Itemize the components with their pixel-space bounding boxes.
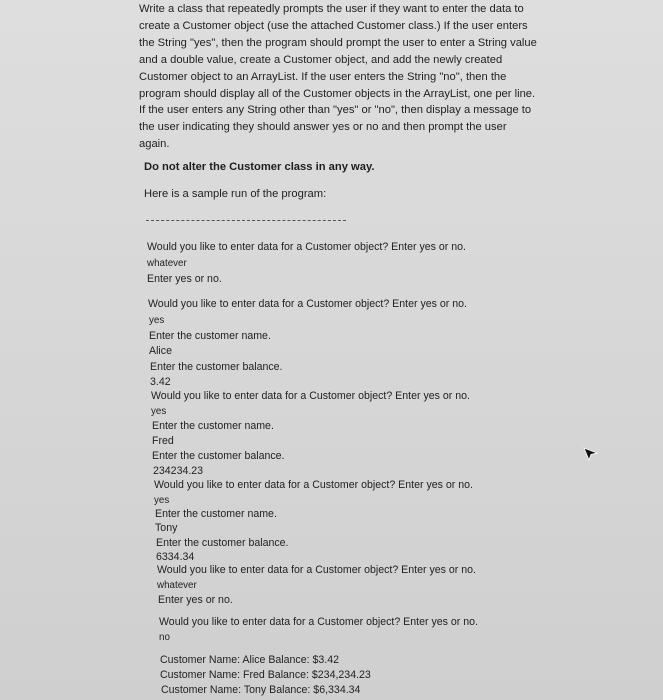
output-line: Would you like to enter data for a Customer object? Enter yes or no.	[151, 390, 470, 402]
output-line: Would you like to enter data for a Customer object? Enter yes or no.	[159, 616, 478, 628]
output-line: whatever	[147, 258, 187, 269]
output-line: Would you like to enter data for a Customer object? Enter yes or no.	[147, 241, 466, 253]
output-line: yes	[154, 495, 170, 506]
output-line: 3.42	[150, 376, 171, 388]
customer-output-line: Customer Name: Fred Balance: $234,234.23	[160, 669, 371, 681]
output-line: no	[159, 632, 170, 643]
output-line: Would you like to enter data for a Customer object? Enter yes or no.	[148, 298, 467, 310]
output-line: Fred	[152, 435, 174, 447]
output-line: Enter the customer balance.	[152, 450, 285, 462]
output-line: 6334.34	[156, 551, 195, 563]
output-line: Would you like to enter data for a Customer object? Enter yes or no.	[154, 479, 473, 491]
warning-text: Do not alter the Customer class in any way.	[144, 161, 375, 173]
output-line: Enter the customer name.	[152, 420, 274, 432]
sample-run-intro: Here is a sample run of the program:	[144, 188, 327, 200]
customer-output-line: Customer Name: Alice Balance: $3.42	[160, 654, 340, 666]
dashed-divider	[146, 220, 346, 221]
output-line: yes	[151, 406, 167, 417]
output-line: Enter yes or no.	[147, 273, 222, 285]
output-line: whatever	[157, 580, 197, 591]
output-line: Enter the customer name.	[155, 508, 277, 520]
output-line: yes	[149, 315, 165, 326]
output-line: Enter the customer balance.	[156, 537, 289, 549]
output-line: Enter the customer balance.	[150, 361, 283, 373]
output-line: Enter yes or no.	[158, 594, 233, 606]
output-line: Tony	[155, 522, 178, 534]
output-line: Enter the customer name.	[149, 330, 271, 342]
customer-output-line: Customer Name: Tony Balance: $6,334.34	[161, 684, 361, 696]
output-line: Alice	[149, 345, 172, 357]
output-line: 234234.23	[153, 465, 204, 477]
pointer-cursor-icon	[583, 446, 599, 462]
output-line: Would you like to enter data for a Customer object? Enter yes or no.	[157, 564, 476, 576]
assignment-instructions: Write a class that repeatedly prompts the user if they want to enter the data to create a Customer object (use the attached Customer class.) If the user enters the String "yes", then the program should prompt the user to enter a String value and a double value, create a Customer object, and add the newly created Customer object to an ArrayList. If the user enters the String "no", then the program should display all of the Customer objects in the ArrayList, one per line. If the user enters any String other than "yes" or "no", then display a message to the user indicating they should answer yes or no and then prompt the user again.	[139, 3, 537, 151]
